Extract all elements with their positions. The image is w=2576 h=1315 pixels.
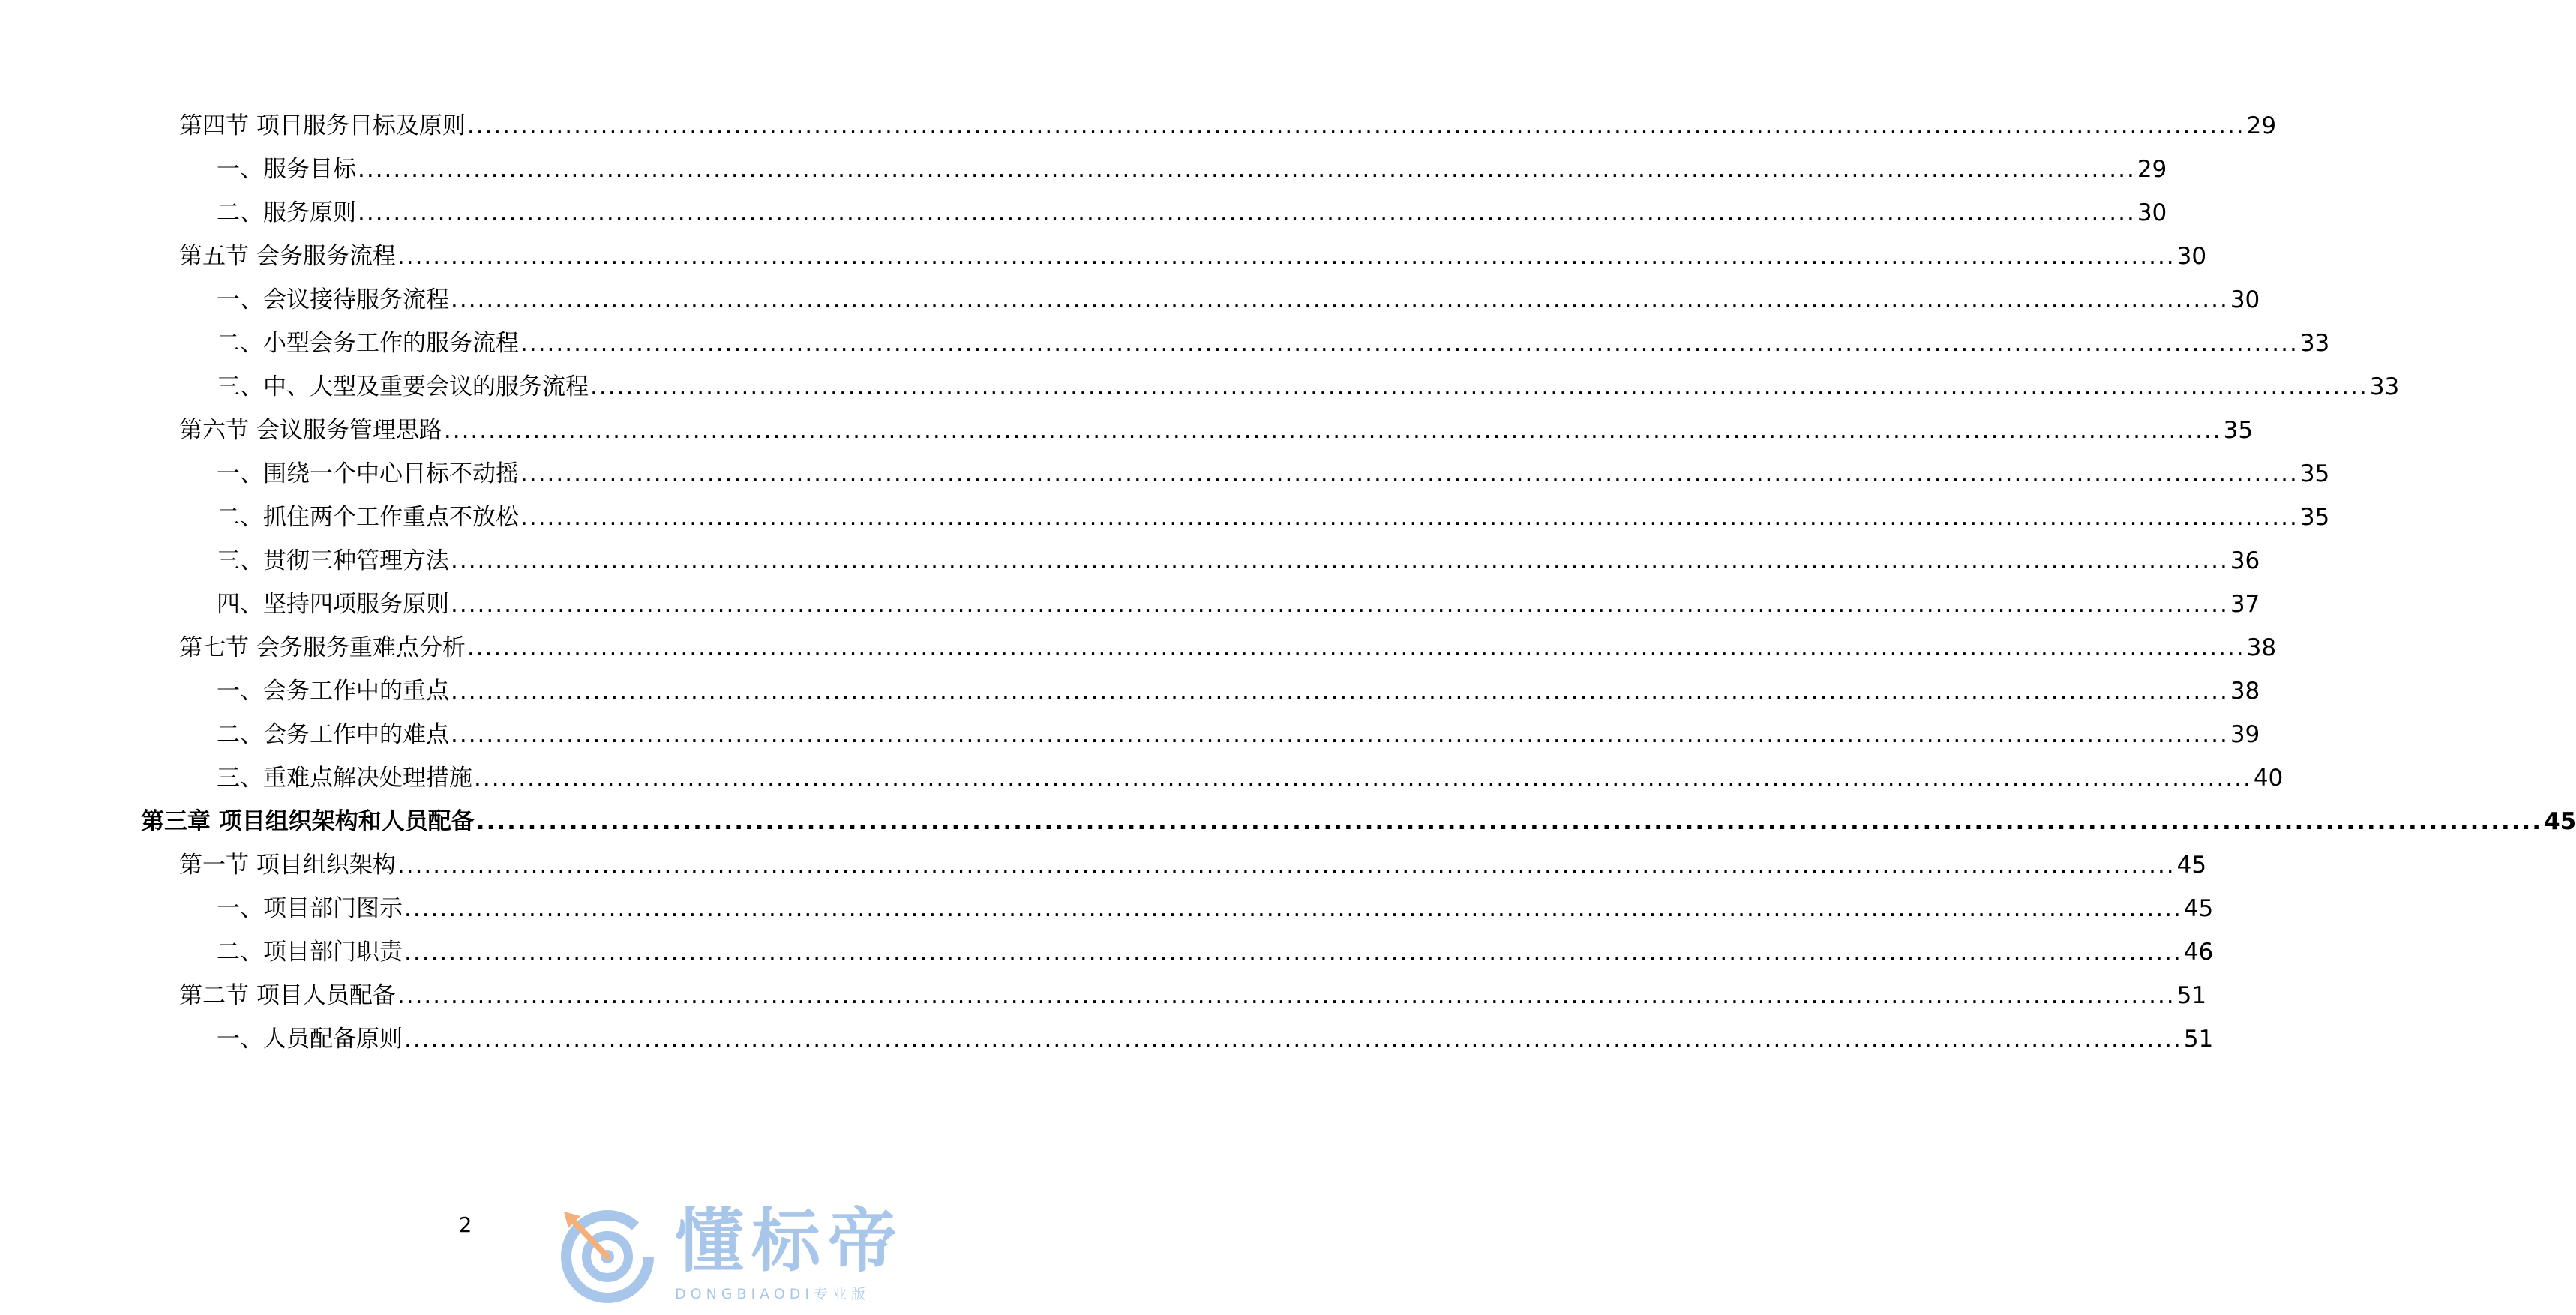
toc-leader-dots: ........................................................................................................................................................................................................ [404,895,2182,922]
toc-leader-dots: ........................................................................................................................................................................................................ [451,721,2229,748]
toc-entry-page: 35 [2299,460,2330,487]
toc-entry-title: 二、抓住两个工作重点不放松 [217,504,519,531]
toc-entry[interactable] [217,936,2214,969]
toc-entry-page: 45 [2183,895,2214,922]
watermark-subtitle: DONGBIAODI专业版 [675,1286,871,1302]
toc-entry-page: 51 [2176,982,2207,1009]
toc-entry-page: 38 [2230,678,2260,705]
toc-entry-page: 45 [2176,852,2207,879]
watermark [555,1200,915,1312]
toc-leader-dots: ........................................................................................................................................................................................................ [397,243,2176,270]
toc-entry-page: 40 [2253,765,2284,792]
toc-leader-dots: ........................................................................................................................................................................................................ [474,765,2252,792]
toc-entry[interactable] [179,109,2277,142]
toc-entry[interactable] [217,370,2400,403]
toc-entry-title: 三、贯彻三种管理方法 [217,547,449,574]
toc-entry[interactable] [179,979,2207,1012]
toc-entry-title: 第四节 项目服务目标及原则 [179,112,466,139]
toc-entry[interactable] [179,240,2207,273]
toc-entry-title: 二、小型会务工作的服务流程 [217,330,519,357]
toc-leader-dots: ........................................................................................................................................................................................................ [443,417,2222,444]
toc-leader-dots: ........................................................................................................................................................................................................ [590,373,2368,400]
toc-entry-title: 第三章 项目组织架构和人员配备 [141,808,475,835]
toc-entry[interactable] [217,544,2260,577]
toc-entry-page: 35 [2223,417,2254,444]
toc-leader-dots: ........................................................................................................................................................................................................ [520,504,2299,531]
toc-leader-dots: ........................................................................................................................................................................................................ [451,547,2229,574]
toc-entry-title: 一、人员配备原则 [217,1026,403,1053]
toc-leader-dots: ........................................................................................................................................................................................................ [397,852,2176,879]
toc-entry-title: 一、会务工作中的重点 [217,678,449,705]
toc-entry-page: 36 [2230,547,2260,574]
toc-leader-dots: ........................................................................................................................................................................................................ [358,156,2136,183]
toc-entry-page: 51 [2183,1026,2214,1053]
toc-entry-title: 一、会议接待服务流程 [217,286,449,313]
target-logo-icon [555,1203,660,1308]
toc-entry-title: 第五节 会务服务流程 [179,243,396,270]
toc-entry-title: 一、围绕一个中心目标不动摇 [217,460,519,487]
toc-leader-dots: ........................................................................................................................................................................................................ [520,330,2299,357]
toc-entry[interactable] [179,849,2207,882]
toc-entry-page: 30 [2137,199,2167,226]
toc-entry[interactable] [217,1023,2214,1056]
toc-entry[interactable] [217,153,2167,186]
page-number: 2 [458,1212,472,1237]
toc-entry-page: 35 [2299,504,2330,531]
toc-entry[interactable] [179,631,2277,664]
watermark-brand-name: 懂标帝 [675,1201,905,1281]
toc-entry-title: 二、项目部门职责 [217,939,403,966]
toc-entry-page: 46 [2183,939,2214,966]
toc-entry-page: 29 [2137,156,2167,183]
toc-entry-title: 二、会务工作中的难点 [217,721,449,748]
toc-entry-page: 29 [2246,112,2277,139]
toc-leader-dots: ........................................................................................................................................................................................................ [466,634,2245,661]
toc-entry-page: 33 [2369,373,2400,400]
toc-entry[interactable] [217,501,2330,534]
toc-entry-title: 四、坚持四项服务原则 [217,591,449,618]
toc-entry-page: 30 [2176,243,2207,270]
toc-entry[interactable] [217,892,2214,925]
toc-leader-dots: ........................................................................................................................................................................................................ [475,808,2543,835]
toc-entry[interactable] [179,414,2254,447]
toc-entry-title: 二、服务原则 [217,199,356,226]
toc-entry[interactable] [217,457,2330,490]
toc-chapter-entry[interactable] [141,805,2576,838]
toc-leader-dots: ........................................................................................................................................................................................................ [451,678,2229,705]
toc-leader-dots: ........................................................................................................................................................................................................ [466,112,2245,139]
toc-leader-dots: ........................................................................................................................................................................................................ [397,982,2176,1009]
toc-entry[interactable] [217,196,2167,229]
toc-entry[interactable] [217,675,2260,708]
toc-entry[interactable] [217,718,2260,751]
toc-leader-dots: ........................................................................................................................................................................................................ [404,1026,2182,1053]
toc-entry[interactable] [217,762,2284,795]
toc-entry-page: 33 [2299,330,2330,357]
toc-entry-title: 第一节 项目组织架构 [179,852,396,879]
toc-entry-page: 39 [2230,721,2260,748]
toc-entry[interactable] [217,283,2260,316]
toc-entry[interactable] [217,588,2260,621]
toc-entry-page: 37 [2230,591,2260,618]
toc-entry-title: 一、服务目标 [217,156,356,183]
toc-entry[interactable] [217,327,2330,360]
toc-entry-page: 30 [2230,286,2260,313]
toc-entry-page: 38 [2246,634,2277,661]
toc-entry-title: 第二节 项目人员配备 [179,982,396,1009]
toc-entry-title: 三、中、大型及重要会议的服务流程 [217,373,589,400]
toc-leader-dots: ........................................................................................................................................................................................................ [451,286,2229,313]
toc-entry-title: 第七节 会务服务重难点分析 [179,634,466,661]
toc-leader-dots: ........................................................................................................................................................................................................ [520,460,2299,487]
toc-entry-title: 一、项目部门图示 [217,895,403,922]
toc-entry-page: 45 [2544,808,2576,835]
toc-leader-dots: ........................................................................................................................................................................................................ [404,939,2182,966]
toc-entry-title: 三、重难点解决处理措施 [217,765,472,792]
toc-leader-dots: ........................................................................................................................................................................................................ [451,591,2229,618]
toc-leader-dots: ........................................................................................................................................................................................................ [358,199,2136,226]
toc-entry-title: 第六节 会议服务管理思路 [179,417,442,444]
